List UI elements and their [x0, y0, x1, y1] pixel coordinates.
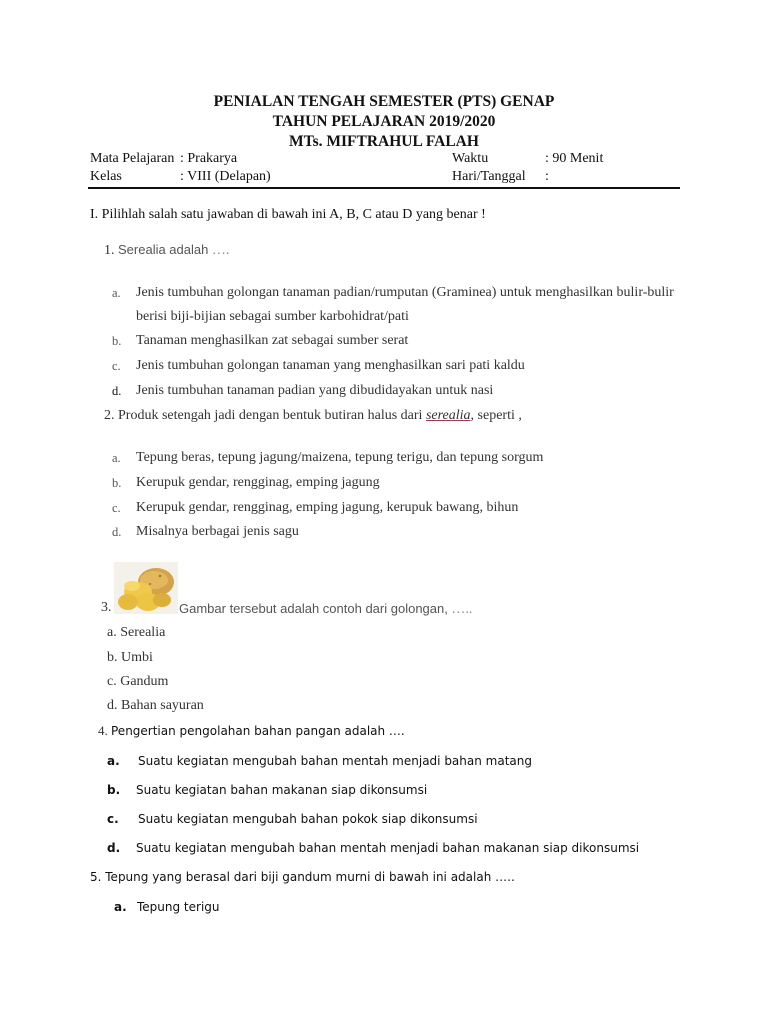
- q5-option-a: Tepung terigu: [137, 900, 220, 914]
- class-value: : VIII (Delapan): [180, 169, 271, 184]
- instruction: I. Pilihlah salah satu jawaban di bawah ini A, B, C atau D yang benar !: [90, 207, 486, 222]
- q4-option-d-letter: d.: [107, 841, 121, 855]
- q2-option-c: Kerupuk gendar, rengginag, emping jagung, kerupuk bawang, bihun: [136, 500, 519, 515]
- question-3-text: Gambar tersebut adalah contoh dari golongan,: [179, 601, 448, 616]
- q3-option-a: a. Serealia: [107, 625, 166, 640]
- header-rule: [88, 187, 680, 189]
- q2-option-d-letter: d.: [112, 525, 122, 539]
- academic-year: TAHUN PELAJARAN 2019/2020: [272, 113, 496, 130]
- time-label: Waktu: [452, 151, 489, 166]
- q2-option-b-letter: b.: [112, 476, 122, 490]
- q3-option-b: b. Umbi: [107, 650, 153, 665]
- question-2: [104, 408, 522, 424]
- q1-option-c: Jenis tumbuhan golongan tanaman yang menghasilkan sari pati kaldu: [136, 358, 525, 373]
- question-2-keyword: serealia: [425, 408, 471, 423]
- q4-option-a-letter: a.: [107, 754, 120, 768]
- q5-option-a-letter: a.: [114, 900, 127, 914]
- q2-option-a: Tepung beras, tepung jagung/maizena, tepung terigu, dan tepung sorgum: [136, 450, 544, 465]
- question-5: 5. Tepung yang berasal dari biji gandum murni di bawah ini adalah …..: [90, 870, 515, 884]
- question-4-number: 4.: [98, 723, 111, 738]
- time-value: : 90 Menit: [545, 151, 604, 166]
- q1-option-a-line2: berisi biji-bijian sebagai sumber karbohidrat/pati: [136, 309, 409, 324]
- potato-image: [114, 562, 178, 614]
- question-1-text: Serealia adalah: [118, 242, 209, 257]
- date-label: Hari/Tanggal: [452, 169, 526, 184]
- q3-option-d: d. Bahan sayuran: [107, 698, 204, 713]
- q2-option-d: Misalnya berbagai jenis sagu: [136, 524, 299, 539]
- q4-option-c: Suatu kegiatan mengubah bahan pokok siap dikonsumsi: [138, 812, 478, 826]
- q1-option-a-line1: Jenis tumbuhan golongan tanaman padian/rumputan (Graminea) untuk menghasilkan bulir-bulir: [136, 285, 674, 300]
- question-4: [98, 723, 405, 740]
- q1-option-a-letter: a.: [112, 286, 121, 300]
- date-value: :: [545, 169, 549, 184]
- question-2-suffix: , seperti ,: [470, 408, 522, 423]
- class-label: Kelas: [90, 169, 122, 184]
- q4-option-a: Suatu kegiatan mengubah bahan mentah menjadi bahan matang: [138, 754, 532, 768]
- q1-option-b: Tanaman menghasilkan zat sebagai sumber serat: [136, 333, 409, 348]
- q4-option-b: Suatu kegiatan bahan makanan siap dikonsumsi: [136, 783, 428, 797]
- subject-label: Mata Pelajaran: [90, 151, 175, 166]
- question-1-number: 1.: [104, 243, 115, 258]
- q3-option-c: c. Gandum: [107, 674, 169, 689]
- q2-option-c-letter: c.: [112, 501, 121, 515]
- question-2-prefix: 2. Produk setengah jadi dengan bentuk butiran halus dari: [104, 408, 426, 423]
- school-name: MTs. MIFTRAHUL FALAH: [289, 133, 479, 150]
- question-1-dots: ….: [211, 243, 230, 258]
- q4-option-c-letter: c.: [107, 812, 119, 826]
- question-1: [104, 242, 229, 259]
- q1-option-b-letter: b.: [112, 334, 122, 348]
- question-4-text: Pengertian pengolahan bahan pangan adalah ….: [111, 724, 405, 738]
- subject-value: : Prakarya: [180, 151, 238, 166]
- question-3: [179, 601, 472, 618]
- q2-option-a-letter: a.: [112, 451, 121, 465]
- q4-option-b-letter: b.: [107, 783, 121, 797]
- q1-option-c-letter: c.: [112, 359, 121, 373]
- question-3-dots: …..: [451, 602, 473, 617]
- question-3-number: 3.: [101, 600, 112, 615]
- q1-option-d-letter: d.: [112, 384, 122, 398]
- exam-title: PENIALAN TENGAH SEMESTER (PTS) GENAP: [213, 93, 555, 110]
- q1-option-d: Jenis tumbuhan tanaman padian yang dibudidayakan untuk nasi: [136, 383, 494, 398]
- q4-option-d: Suatu kegiatan mengubah bahan mentah menjadi bahan makanan siap dikonsumsi: [136, 841, 640, 855]
- q2-option-b: Kerupuk gendar, rengginag, emping jagung: [136, 475, 380, 490]
